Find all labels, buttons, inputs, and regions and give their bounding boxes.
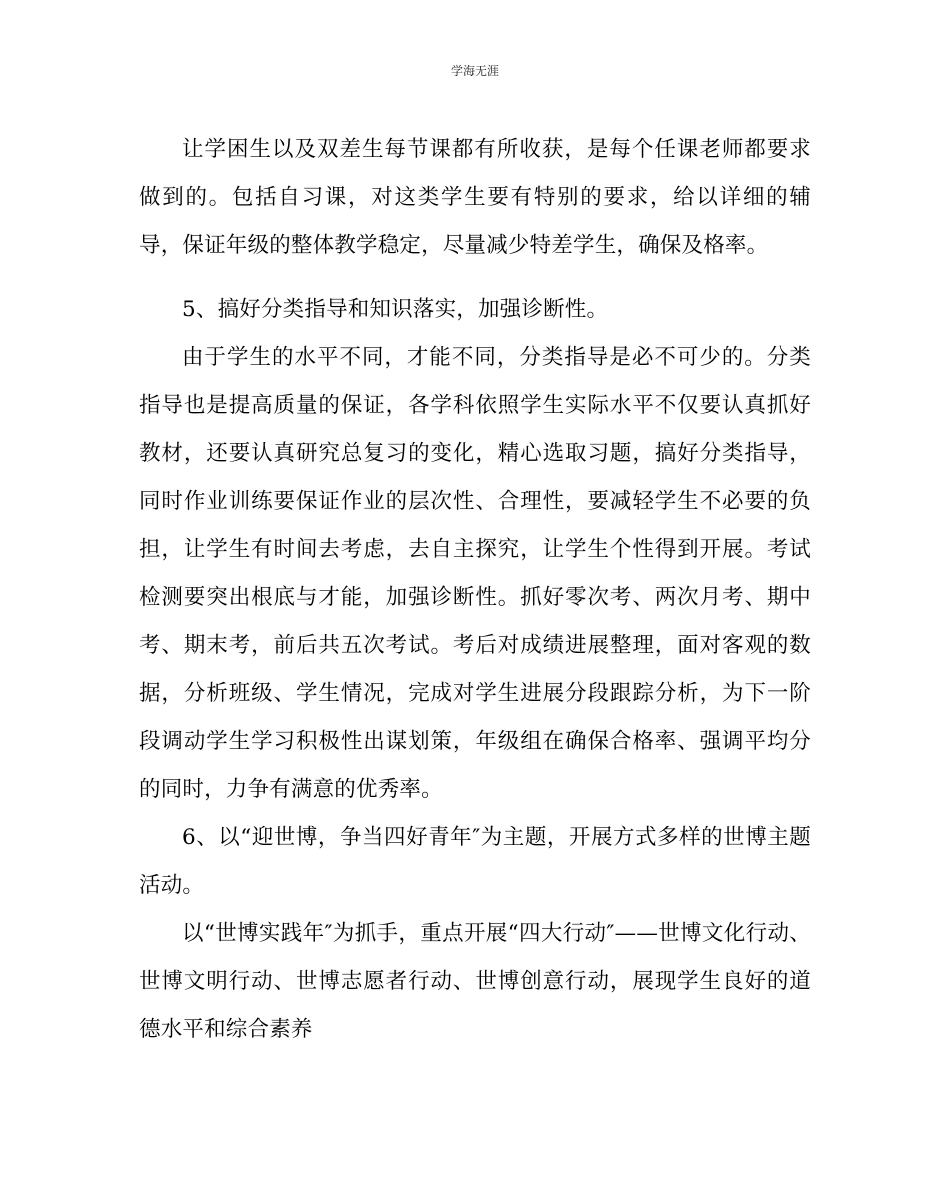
paragraph-gap bbox=[139, 270, 811, 286]
heading-item-5: 5、搞好分类指导和知识落实，加强诊断性。 bbox=[182, 297, 609, 322]
paragraph-expo-activities: 以“世博实践年″为抓手，重点开展“四大行动″——世博文化行动、世博文明行动、世博志愿者行动、世博创意行动，展现学生良好的道德水平和综合素养 bbox=[139, 921, 811, 1042]
heading-item-6: 6、以“迎世博，争当四好青年″为主题，开展方式多样的世博主题活动。 bbox=[139, 825, 811, 898]
paragraph-classified-guidance: 由于学生的水平不同，才能不同，分类指导是必不可少的。分类指导也是提高质量的保证，各学科依照学生实际水平不仅要认真抓好教材，还要认真研究总复习的变化，精心选取习题，搞好分类指导，同时作业训练要保证作业的层次性、合理性，要减轻学生不必要的负担，让学生有时间去考虑，去自主探究，让学生个性得到开展。考试检测要突出根底与才能，加强诊断性。抓好零次考、两次月考、期中考、期末考，前后共五次考试。考后对成绩进展整理，面对客观的数据，分析班级、学生情况，完成对学生进展分段跟踪分析，为下一阶段调动学生学习积极性出谋划策，年级组在确保合格率、强调平均分的同时，力争有满意的优秀率。 bbox=[139, 345, 811, 802]
paragraph-struggling-students: 让学困生以及双差生每节课都有所收获，是每个任课老师都要求做到的。包括自习课，对这类学生要有特别的要求，给以详细的辅导，保证年级的整体教学稳定，尽量减少特差学生，确保及格率。 bbox=[139, 137, 811, 258]
document-body bbox=[139, 126, 811, 1054]
page-header: 学海无涯 bbox=[450, 64, 499, 78]
